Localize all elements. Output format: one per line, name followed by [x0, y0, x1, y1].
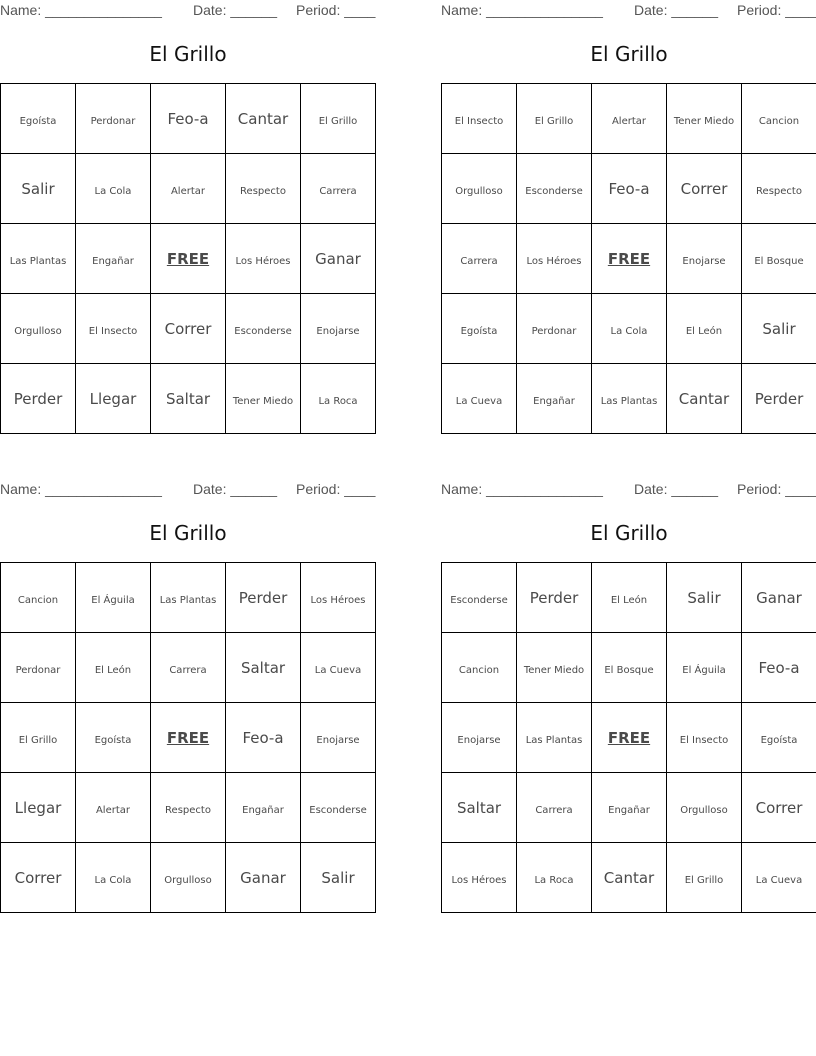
cell-word: Cantar [237, 110, 289, 128]
grid-row [442, 703, 816, 773]
grid-row [442, 294, 816, 364]
cell-word: El Águila [682, 665, 726, 676]
bingo-cell [226, 294, 301, 364]
card-header [0, 479, 376, 499]
cell-word: El Bosque [754, 256, 804, 267]
card-title: El Grillo [590, 521, 668, 545]
bingo-cell [442, 294, 517, 364]
bingo-cell [226, 773, 301, 843]
cell-word: Esconderse [309, 805, 367, 816]
bingo-cell [742, 633, 816, 703]
cell-word: El Grillo [684, 875, 724, 886]
cell-word: Enojarse [457, 735, 501, 746]
bingo-cell [442, 773, 517, 843]
bingo-cell [517, 224, 592, 294]
bingo-cell [592, 364, 667, 434]
cell-word: Perder [238, 589, 288, 607]
grid-row [1, 773, 376, 843]
cell-word: Respecto [756, 186, 802, 197]
bingo-cell [76, 154, 151, 224]
grid-row [442, 843, 816, 913]
bingo-cell [226, 703, 301, 773]
bingo-cell [301, 224, 376, 294]
card-title: El Grillo [590, 42, 668, 66]
cell-word: Los Héroes [310, 595, 366, 606]
cell-word: Carrera [535, 805, 573, 816]
grid-row [442, 364, 816, 434]
name-field-label: Name: _______________ [441, 2, 603, 18]
bingo-cell [301, 633, 376, 703]
bingo-cell [517, 633, 592, 703]
bingo-cell [226, 843, 301, 913]
bingo-cell [226, 633, 301, 703]
cell-word: El Grillo [18, 735, 58, 746]
cell-word: Perdonar [531, 326, 577, 337]
bingo-cell [517, 154, 592, 224]
cell-word: La Roca [318, 396, 358, 407]
bingo-cell [76, 563, 151, 633]
cell-word: Cancion [458, 665, 500, 676]
bingo-cell [151, 633, 226, 703]
cell-word: Correr [680, 180, 728, 198]
cell-word: El León [94, 665, 132, 676]
cell-word: El Grillo [534, 116, 574, 127]
bingo-cell [226, 154, 301, 224]
cell-word: Saltar [456, 799, 502, 817]
cell-word: Engañar [242, 805, 284, 816]
bingo-cell [742, 154, 816, 224]
bingo-cell [1, 294, 76, 364]
grid-row [442, 154, 816, 224]
cell-word: Saltar [165, 390, 211, 408]
cell-word: La Cueva [314, 665, 362, 676]
bingo-cell [151, 294, 226, 364]
name-field-label: Name: _______________ [0, 2, 162, 18]
cell-word: Las Plantas [9, 256, 67, 267]
cell-word: Los Héroes [526, 256, 582, 267]
period-field-label: Period: ____ [296, 2, 376, 18]
bingo-cell [742, 843, 816, 913]
cell-word: El Insecto [679, 735, 729, 746]
cell-word: Cantar [678, 390, 730, 408]
cell-word: Las Plantas [159, 595, 217, 606]
bingo-cell [1, 364, 76, 434]
cell-word: Enojarse [316, 326, 360, 337]
cell-word: Engañar [533, 396, 575, 407]
period-field-label: Period: ____ [296, 481, 376, 497]
cell-word: Carrera [169, 665, 207, 676]
date-field-label: Date: ______ [634, 481, 719, 497]
date-field-label: Date: ______ [193, 2, 278, 18]
cell-word: Orgulloso [14, 326, 62, 337]
grid-row [442, 84, 816, 154]
grid-row [1, 364, 376, 434]
cell-word: Correr [755, 799, 803, 817]
grid-row [442, 224, 816, 294]
cell-word: La Cola [94, 875, 132, 886]
grid-row [1, 843, 376, 913]
cell-word: Orgulloso [455, 186, 503, 197]
cell-word: Perder [754, 390, 804, 408]
cell-word: Egoísta [94, 735, 132, 746]
cell-word: Egoísta [19, 116, 57, 127]
bingo-grid [441, 83, 816, 434]
cell-word: Alertar [95, 805, 131, 816]
cell-word: Llegar [14, 799, 62, 817]
grid-row [1, 563, 376, 633]
grid-row [442, 633, 816, 703]
cell-word: Los Héroes [235, 256, 291, 267]
cell-word: El Grillo [318, 116, 358, 127]
cell-word: FREE [166, 729, 210, 747]
name-field-label: Name: _______________ [441, 481, 603, 497]
grid-row [1, 224, 376, 294]
bingo-cell [301, 154, 376, 224]
cell-word: Egoísta [460, 326, 498, 337]
bingo-cell [592, 773, 667, 843]
cell-word: Perder [13, 390, 63, 408]
cell-word: Cancion [17, 595, 59, 606]
cell-word: Correr [164, 320, 212, 338]
bingo-cell [517, 364, 592, 434]
cell-word: FREE [607, 729, 651, 747]
cell-word: Perder [529, 589, 579, 607]
bingo-grid [0, 562, 376, 913]
bingo-cell [76, 703, 151, 773]
cell-word: Llegar [89, 390, 137, 408]
bingo-cell [742, 294, 816, 364]
bingo-cell [1, 154, 76, 224]
grid-row [1, 84, 376, 154]
bingo-cell [226, 84, 301, 154]
bingo-cell [592, 154, 667, 224]
bingo-cell [667, 703, 742, 773]
cell-word: Correr [14, 869, 62, 887]
bingo-cell [226, 364, 301, 434]
grid-row [1, 703, 376, 773]
bingo-cell [301, 843, 376, 913]
cell-word: Orgulloso [680, 805, 728, 816]
bingo-cell [667, 224, 742, 294]
bingo-cell [667, 563, 742, 633]
bingo-cell [76, 224, 151, 294]
name-field-label: Name: _______________ [0, 481, 162, 497]
bingo-cell [151, 84, 226, 154]
cell-word: Alertar [611, 116, 647, 127]
period-field-label: Period: ____ [737, 2, 816, 18]
bingo-cell [667, 154, 742, 224]
cell-word: Engañar [608, 805, 650, 816]
bingo-cell [442, 633, 517, 703]
grid-row [1, 633, 376, 703]
cell-word: Ganar [315, 250, 361, 268]
cell-word: Saltar [240, 659, 286, 677]
card-title: El Grillo [149, 521, 227, 545]
bingo-cell [151, 364, 226, 434]
bingo-cell [301, 773, 376, 843]
bingo-cell [667, 633, 742, 703]
bingo-cell [301, 563, 376, 633]
cell-word: Salir [21, 180, 55, 198]
bingo-cell [1, 773, 76, 843]
bingo-cell [442, 154, 517, 224]
cell-word: El León [610, 595, 648, 606]
date-field-label: Date: ______ [193, 481, 278, 497]
free-space-cell [592, 703, 667, 773]
cell-word: Feo-a [167, 110, 209, 128]
cell-word: Orgulloso [164, 875, 212, 886]
bingo-cell [301, 294, 376, 364]
bingo-cell [592, 84, 667, 154]
bingo-grid [441, 562, 816, 913]
cell-word: El Bosque [604, 665, 654, 676]
cell-word: Carrera [319, 186, 357, 197]
cell-word: Feo-a [758, 659, 800, 677]
bingo-cell [742, 84, 816, 154]
cell-word: Enojarse [316, 735, 360, 746]
bingo-cell [301, 703, 376, 773]
cell-word: Carrera [460, 256, 498, 267]
bingo-cell [667, 84, 742, 154]
cell-word: Feo-a [242, 729, 284, 747]
bingo-cell [742, 773, 816, 843]
grid-row [442, 773, 816, 843]
bingo-cell [442, 703, 517, 773]
bingo-cell [1, 633, 76, 703]
cell-word: Salir [762, 320, 796, 338]
cell-word: Tener Miedo [523, 665, 585, 676]
bingo-cell [517, 773, 592, 843]
cell-word: Respecto [165, 805, 211, 816]
cell-word: Engañar [92, 256, 134, 267]
cell-word: Ganar [756, 589, 802, 607]
bingo-cell [592, 633, 667, 703]
bingo-cell [517, 294, 592, 364]
cell-word: Salir [687, 589, 721, 607]
cell-word: El Águila [91, 595, 135, 606]
bingo-cell [442, 364, 517, 434]
bingo-cell [592, 563, 667, 633]
date-field-label: Date: ______ [634, 2, 719, 18]
cell-word: Egoísta [760, 735, 798, 746]
cell-word: Tener Miedo [232, 396, 294, 407]
cell-word: Alertar [170, 186, 206, 197]
bingo-cell [517, 563, 592, 633]
grid-row [442, 563, 816, 633]
cell-word: Cantar [603, 869, 655, 887]
bingo-cell [301, 84, 376, 154]
cell-word: Esconderse [450, 595, 508, 606]
bingo-cell [1, 843, 76, 913]
free-space-cell [151, 224, 226, 294]
bingo-cell [226, 224, 301, 294]
bingo-cell [226, 563, 301, 633]
cell-word: Tener Miedo [673, 116, 735, 127]
period-field-label: Period: ____ [737, 481, 816, 497]
bingo-cell [151, 154, 226, 224]
cell-word: La Cueva [755, 875, 803, 886]
bingo-cell [517, 703, 592, 773]
cell-word: Salir [321, 869, 355, 887]
card-header [441, 479, 816, 499]
bingo-cell [517, 843, 592, 913]
free-space-cell [592, 224, 667, 294]
bingo-cell [667, 773, 742, 843]
cell-word: Cancion [758, 116, 800, 127]
bingo-cell [517, 84, 592, 154]
bingo-cell [1, 563, 76, 633]
bingo-cell [742, 563, 816, 633]
bingo-cell [1, 84, 76, 154]
bingo-cell [442, 563, 517, 633]
bingo-cell [742, 703, 816, 773]
cell-word: Ganar [240, 869, 286, 887]
bingo-cell [76, 633, 151, 703]
bingo-cell [742, 224, 816, 294]
cell-word: Esconderse [234, 326, 292, 337]
cell-word: Perdonar [90, 116, 136, 127]
cell-word: La Cueva [455, 396, 503, 407]
card-title: El Grillo [149, 42, 227, 66]
cell-word: El Insecto [88, 326, 138, 337]
cell-word: Las Plantas [600, 396, 658, 407]
grid-row [1, 294, 376, 364]
cell-word: FREE [607, 250, 651, 268]
bingo-grid [0, 83, 376, 434]
bingo-cell [151, 843, 226, 913]
cell-word: La Cola [94, 186, 132, 197]
bingo-cell [76, 773, 151, 843]
cell-word: Las Plantas [525, 735, 583, 746]
grid-row [1, 154, 376, 224]
cell-word: Enojarse [682, 256, 726, 267]
free-space-cell [151, 703, 226, 773]
bingo-cell [667, 364, 742, 434]
bingo-cell [442, 843, 517, 913]
cell-word: La Roca [534, 875, 574, 886]
bingo-cell [442, 224, 517, 294]
bingo-cell [76, 843, 151, 913]
bingo-cell [151, 563, 226, 633]
cell-word: Feo-a [608, 180, 650, 198]
bingo-cell [667, 843, 742, 913]
cell-word: Perdonar [15, 665, 61, 676]
bingo-cell [1, 224, 76, 294]
cell-word: La Cola [610, 326, 648, 337]
cell-word: Respecto [240, 186, 286, 197]
bingo-cell [76, 294, 151, 364]
card-header [0, 0, 376, 20]
cell-word: Los Héroes [451, 875, 507, 886]
bingo-cell [442, 84, 517, 154]
cell-word: El Insecto [454, 116, 504, 127]
bingo-cell [592, 294, 667, 364]
bingo-cell [592, 843, 667, 913]
bingo-cell [151, 773, 226, 843]
bingo-cell [1, 703, 76, 773]
bingo-cell [301, 364, 376, 434]
bingo-cell [667, 294, 742, 364]
bingo-cell [76, 364, 151, 434]
cell-word: Esconderse [525, 186, 583, 197]
bingo-cell [742, 364, 816, 434]
cell-word: El León [685, 326, 723, 337]
bingo-cell [76, 84, 151, 154]
card-header [441, 0, 816, 20]
cell-word: FREE [166, 250, 210, 268]
